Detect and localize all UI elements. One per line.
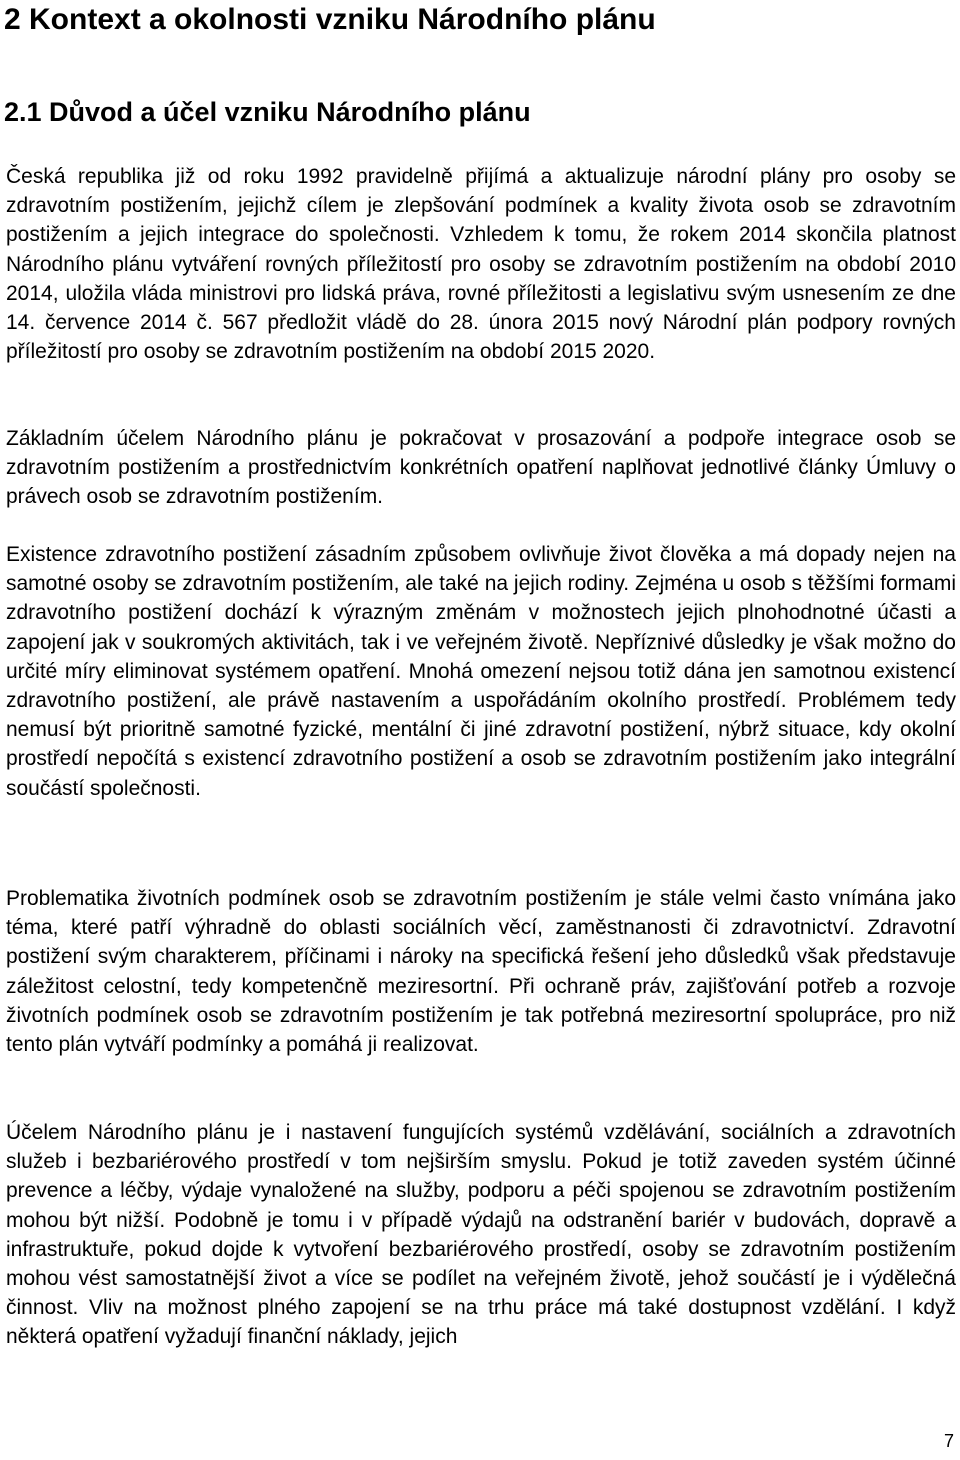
paragraph-2: Základním účelem Národního plánu je pokračovat v prosazování a podpoře integrace osob se zdravotním postižením a prostřednictvím konkrétních opatření naplňovat jednotlivé články Úmluvy o právech osob se zdravotním postižením. (6, 427, 956, 509)
page-number: 7 (943, 1431, 954, 1451)
paragraph-1: Česká republika již od roku 1992 pravidelně přijímá a aktualizuje národní plány pro osoby se zdravotním postižením, jejichž cílem je zlepšování podmínek a kvality života osob se zdravotním postižením a jejich integrace do společnosti. Vzhledem k tomu, že rokem 2014 skončila platnost Národního plánu vytváření rovných příležitostí pro osoby se zdravotním postižením na období 2010 2014, uložila vláda ministrovi pro lidská práva, rovné příležitosti a legislativu svým usnesením ze dne 14. července 2014 č. 567 předložit vládě do 28. února 2015 nový Národní plán podpory rovných příležitostí pro osoby se zdravotním postižením na období 2015 2020. (6, 165, 956, 364)
chapter-heading: 2 Kontext a okolnosti vzniku Národního plánu (4, 3, 656, 36)
paragraph-5: Účelem Národního plánu je i nastavení fungujících systémů vzdělávání, sociálních a zdravotních služeb i bezbariérového prostředí v tom nejširším smyslu. Pokud je totiž zaveden systém účinné prevence a léčby, výdaje vynaložené na služby, podporu a péči spojenou se zdravotním postižením mohou být nižší. Podobně je tomu i v případě výdajů na odstranění bariér v budovách, dopravě a infrastruktuře, pokud dojde k vytvoření bezbariérového prostředí, osoby se zdravotním postižením mohou vést samostatnější život a více se podílet na veřejném životě, jehož součástí je i výdělečná činnost. Vliv na možnost plného zapojení se na trhu práce má také dostupnost vzdělání. I když některá opatření vyžadují finanční náklady, jejich (6, 1121, 956, 1349)
paragraph-4: Problematika životních podmínek osob se zdravotním postižením je stále velmi často vnímána jako téma, které patří výhradně do oblasti sociálních věcí, zaměstnanosti či zdravotnictví. Zdravotní postižení svým charakterem, příčinami i nároky na specifická řešení jeho důsledků však představuje záležitost celostní, tedy kompetenčně meziresortní. Při ochraně práv, zajišťování potřeb a rozvoje životních podmínek osob se zdravotním postižením je tak potřebná meziresortní spolupráce, pro niž tento plán vytváří podmínky a pomáhá ji realizovat. (6, 887, 956, 1057)
section-heading: 2.1 Důvod a účel vzniku Národního plánu (4, 97, 531, 127)
paragraph-3: Existence zdravotního postižení zásadním způsobem ovlivňuje život člověka a má dopady nejen na samotné osoby se zdravotním postižením, ale také na jejich rodiny. Zejména u osob s těžšími formami zdravotního postižení dochází k výrazným změnám v možnostech jejich plnohodnotné účasti a zapojení jak v soukromých aktivitách, tak i ve veřejném životě. Nepříznivé důsledky je však možno do určité míry eliminovat systémem opatření. Mnohá omezení nejsou totiž dána jen samotnou existencí zdravotního postižení, ale právě nastavením a uspořádáním okolního prostředí. Problémem tedy nemusí být prioritně samotné fyzické, mentální či jiné zdravotní postižení, nýbrž situace, kdy okolní prostředí nepočítá s existencí zdravotního postižení a osob se zdravotním postižením jako integrální součástí společnosti. (6, 543, 956, 800)
